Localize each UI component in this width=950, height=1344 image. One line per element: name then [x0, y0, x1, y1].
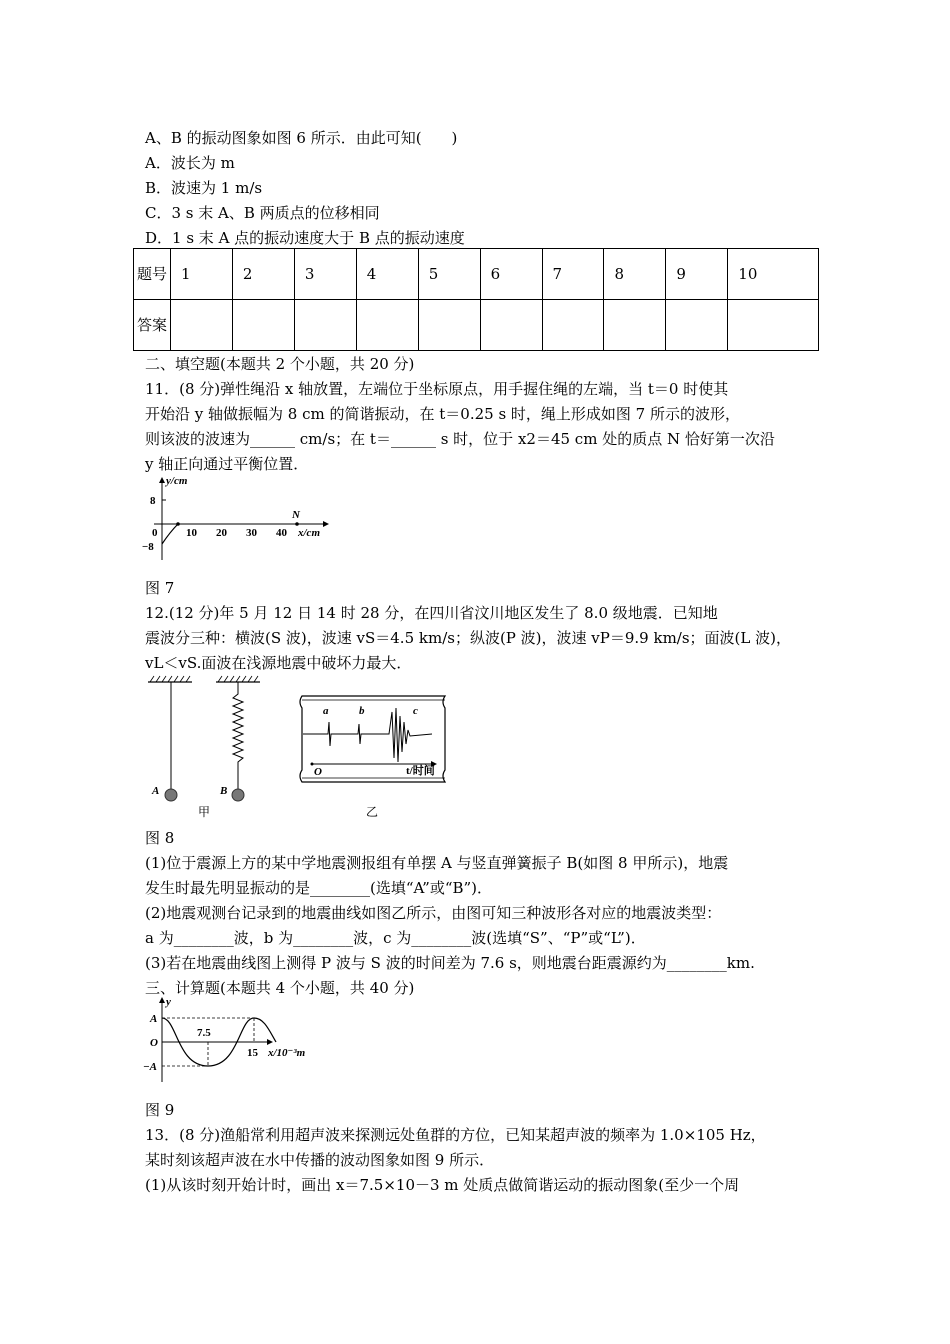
- answer-cell[interactable]: [294, 300, 356, 351]
- q10-stem: A、B 的振动图象如图 6 所示．由此可知( ): [145, 129, 458, 147]
- row-header-number: 题号: [134, 249, 171, 300]
- q10-option-b: B．波速为 1 m/s: [145, 179, 263, 197]
- table-cell: 3: [294, 249, 356, 300]
- x-tick-10: 10: [186, 527, 197, 539]
- time-axis-label: t/时间: [406, 765, 435, 777]
- y-axis-label: y/cm: [166, 475, 188, 487]
- table-cell: 6: [480, 249, 542, 300]
- table-cell: 8: [604, 249, 666, 300]
- table-cell: 10: [728, 249, 819, 300]
- table-cell: 2: [232, 249, 294, 300]
- label-a: A: [152, 785, 160, 797]
- q12-line2: 震波分三种：横波(S 波)，波速 vS＝4.5 km/s；纵波(P 波)，波速 vP＝9.9 km/s；面波(L 波)，: [145, 629, 791, 647]
- answer-cell[interactable]: [542, 300, 604, 351]
- table-row-answers: [134, 300, 819, 351]
- answer-table: [133, 248, 819, 351]
- answer-cell[interactable]: [728, 300, 819, 351]
- point-n-label: N: [292, 509, 300, 521]
- x-axis-label: x/10⁻³m: [268, 1047, 306, 1059]
- answer-cell[interactable]: [418, 300, 480, 351]
- table-cell: 5: [418, 249, 480, 300]
- q12-line1: 12.(12 分)年 5 月 12 日 14 时 28 分，在四川省汶川地区发生了 8.0 级地震．已知地: [145, 604, 718, 622]
- wave-label-c: c: [413, 705, 418, 717]
- spring-bob: [232, 789, 244, 801]
- y-axis-label: y: [166, 996, 171, 1008]
- q13-line3: (1)从该时刻开始计时，画出 x＝7.5×10－3 m 处质点做简谐运动的振动图象(至少一个周: [145, 1176, 740, 1194]
- figure-9-caption: 图 9: [145, 1101, 175, 1119]
- q11-line4: y 轴正向通过平衡位置．: [145, 455, 309, 473]
- q10-option-d: D．1 s 末 A 点的振动速度大于 B 点的振动速度: [145, 229, 465, 247]
- q11-line3: 则该波的波速为______ cm/s；在 t＝______ s 时，位于 x2＝45 cm 处的质点 N 恰好第一次沿: [145, 430, 775, 448]
- q12-part1-line1: (1)位于震源上方的某中学地震测报组有单摆 A 与竖直弹簧振子 B(如图 8 甲所示)，地震: [145, 854, 729, 872]
- tick-7-5: 7.5: [197, 1027, 211, 1039]
- label-origin: O: [150, 1037, 158, 1049]
- origin-label: O: [314, 766, 322, 778]
- wave-label-b: b: [359, 705, 365, 717]
- wave-label-a: a: [323, 705, 329, 717]
- y-tick-8: 8: [150, 495, 156, 507]
- q13-line1: 13．(8 分)渔船常利用超声波来探测远处鱼群的方位，已知某超声波的频率为 1.0×105 Hz，: [145, 1126, 766, 1144]
- pendulum-bob: [165, 789, 177, 801]
- answer-cell[interactable]: [666, 300, 728, 351]
- section2-title: 二、填空题(本题共 2 个小题，共 20 分): [145, 355, 415, 373]
- label-b: B: [220, 785, 228, 797]
- x-tick-20: 20: [216, 527, 227, 539]
- wave-front-dot: [176, 522, 180, 526]
- figure-9: [140, 994, 330, 1084]
- tick-15: 15: [247, 1047, 258, 1059]
- point-n-dot: [295, 522, 299, 526]
- answer-cell[interactable]: [232, 300, 294, 351]
- q11-line1: 11．(8 分)弹性绳沿 x 轴放置，左端位于坐标原点，用手握住绳的左端，当 t＝0 时使其: [145, 380, 729, 398]
- figure-7-caption: 图 7: [145, 579, 175, 597]
- table-cell: 9: [666, 249, 728, 300]
- table-cell: 4: [356, 249, 418, 300]
- answer-cell[interactable]: [604, 300, 666, 351]
- y-tick-neg8: −8: [142, 541, 154, 553]
- figure-7: [140, 472, 340, 562]
- q12-part2-line2: a 为________波，b 为________波，c 为________波(选填“S”、“P”或“L”)．: [145, 929, 646, 947]
- label-yi: 乙: [366, 805, 379, 819]
- q12-part3-line1: (3)若在地震曲线图上测得 P 波与 S 波的时间差为 7.6 s，则地震台距震源约为________km.: [145, 954, 755, 972]
- answer-cell[interactable]: [171, 300, 233, 351]
- q12-line3: vL＜vS.面波在浅源地震中破坏力最大．: [145, 654, 412, 672]
- table-cell: 1: [171, 249, 233, 300]
- q11-line2: 开始沿 y 轴做振幅为 8 cm 的简谐振动，在 t＝0.25 s 时，绳上形成如图 7 所示的波形，: [145, 405, 740, 423]
- label-amp: A: [150, 1013, 158, 1025]
- label-jia: 甲: [198, 805, 211, 819]
- x-tick-30: 30: [246, 527, 257, 539]
- answer-cell[interactable]: [480, 300, 542, 351]
- section3-title: 三、计算题(本题共 4 个小题，共 40 分): [145, 979, 415, 997]
- x-axis-label: x/cm: [298, 527, 320, 539]
- figure-8: [140, 672, 460, 822]
- q12-part1-line2: 发生时最先明显振动的是________(选填“A”或“B”)．: [145, 879, 493, 897]
- q12-part2-line1: (2)地震观测台记录到的地震曲线如图乙所示，由图可知三种波形各对应的地震波类型：: [145, 904, 722, 922]
- q13-line2: 某时刻该超声波在水中传播的波动图象如图 9 所示．: [145, 1151, 495, 1169]
- q10-option-a: A．波长为 m: [145, 154, 235, 172]
- table-row-numbers: [134, 249, 819, 300]
- wave-curve: [162, 524, 178, 544]
- figure-8-caption: 图 8: [145, 829, 175, 847]
- table-cell: 7: [542, 249, 604, 300]
- x-tick-40: 40: [276, 527, 287, 539]
- row-header-answer: 答案: [134, 300, 171, 351]
- q10-option-c: C．3 s 末 A、B 两质点的位移相同: [145, 204, 380, 222]
- label-neg-amp: −A: [143, 1061, 158, 1073]
- answer-cell[interactable]: [356, 300, 418, 351]
- spring: [233, 682, 243, 789]
- x-tick-0: 0: [152, 527, 158, 539]
